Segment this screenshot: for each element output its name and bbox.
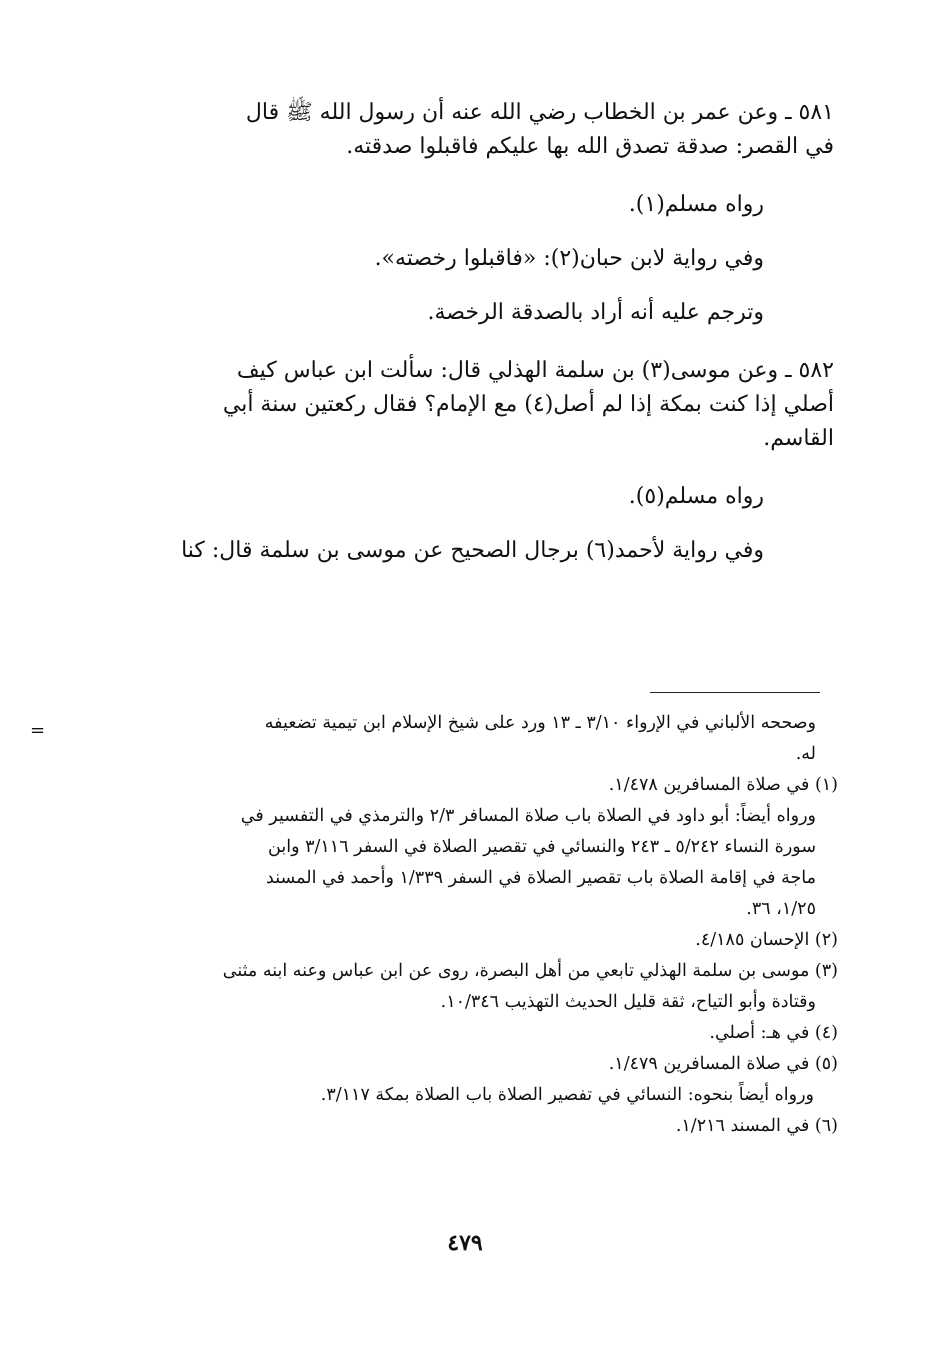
footnote-5-line-2: ورواه أيضاً بنحوه: النسائي في تفصير الصلاة باب الصلاة بمكة ٣/١١٧. [320, 1085, 814, 1105]
hadith-582-line-1: ٥٨٢ ـ وعن موسى(٣) بن سلمة الهذلي قال: سألت ابن عباس كيف [236, 358, 834, 383]
footnote-1-line-1: (١) في صلاة المسافرين ١/٤٧٨. [608, 775, 838, 795]
hadith-582-line-2: أصلي إذا كنت بمكة إذا لم أصل(٤) مع الإمام؟ فقال ركعتين سنة أبي [222, 392, 834, 417]
main-text [134, 96, 834, 568]
page-number: ٤٧٩ [447, 1230, 483, 1256]
continuation-mark: = [30, 720, 46, 741]
footnote-5-line-1: (٥) في صلاة المسافرين ١/٤٧٩. [608, 1054, 838, 1074]
footnote-1-line-2: ورواه أيضاً: أبو داود في الصلاة باب صلاة المسافر ٢/٣ والترمذي في التفسير في [240, 806, 816, 826]
tarjama-line: وترجم عليه أنه أراد بالصدقة الرخصة. [427, 300, 764, 325]
footnote-separator [650, 692, 820, 693]
footnotes [128, 708, 838, 1142]
hadith-582-line-3: القاسم. [763, 426, 834, 451]
footnote-continued-line-2: له. [795, 744, 816, 764]
ahmad-line: وفي رواية لأحمد(٦) برجال الصحيح عن موسى بن سلمة قال: كنا [181, 538, 764, 563]
footnote-1-line-4: ماجة في إقامة الصلاة باب تقصير الصلاة في السفر ١/٣٣٩ وأحمد في المسند [266, 868, 816, 888]
footnote-continued-line-1: وصححه الألباني في الإرواء ٣/١٠ ـ ١٣ ورد على شيخ الإسلام ابن تيمية تضعيفه [264, 713, 816, 733]
footnote-1-line-5: ١/٢٥، ٣٦. [746, 899, 816, 919]
footnote-1-line-3: سورة النساء ٥/٢٤٢ ـ ٢٤٣ والنسائي في تقصير الصلاة في السفر ٣/١١٦ وابن [268, 837, 816, 857]
narration-582: رواه مسلم(٥). [628, 484, 764, 509]
footnote-6: (٦) في المسند ١/٢١٦. [675, 1116, 838, 1136]
footnote-4: (٤) في هـ: أصلي. [709, 1023, 838, 1043]
hadith-581-line-2: في القصر: صدقة تصدق الله بها عليكم فاقبلوا صدقته. [346, 134, 834, 159]
hadith-581-line-1: ٥٨١ ـ وعن عمر بن الخطاب رضي الله عنه أن رسول الله ﷺ قال [245, 100, 834, 125]
ibn-hibban-line: وفي رواية لابن حبان(٢): «فاقبلوا رخصته». [374, 246, 764, 271]
footnote-2: (٢) الإحسان ٤/١٨٥. [695, 930, 838, 950]
footnote-3-line-2: وقتادة وأبو التياح، ثقة قليل الحديث التهذيب ١٠/٣٤٦. [440, 992, 816, 1012]
narration-581: رواه مسلم(١). [628, 192, 764, 217]
footnote-3-line-1: (٣) موسى بن سلمة الهذلي تابعي من أهل البصرة، روى عن ابن عباس وعنه ابنه مثنى [222, 961, 838, 981]
